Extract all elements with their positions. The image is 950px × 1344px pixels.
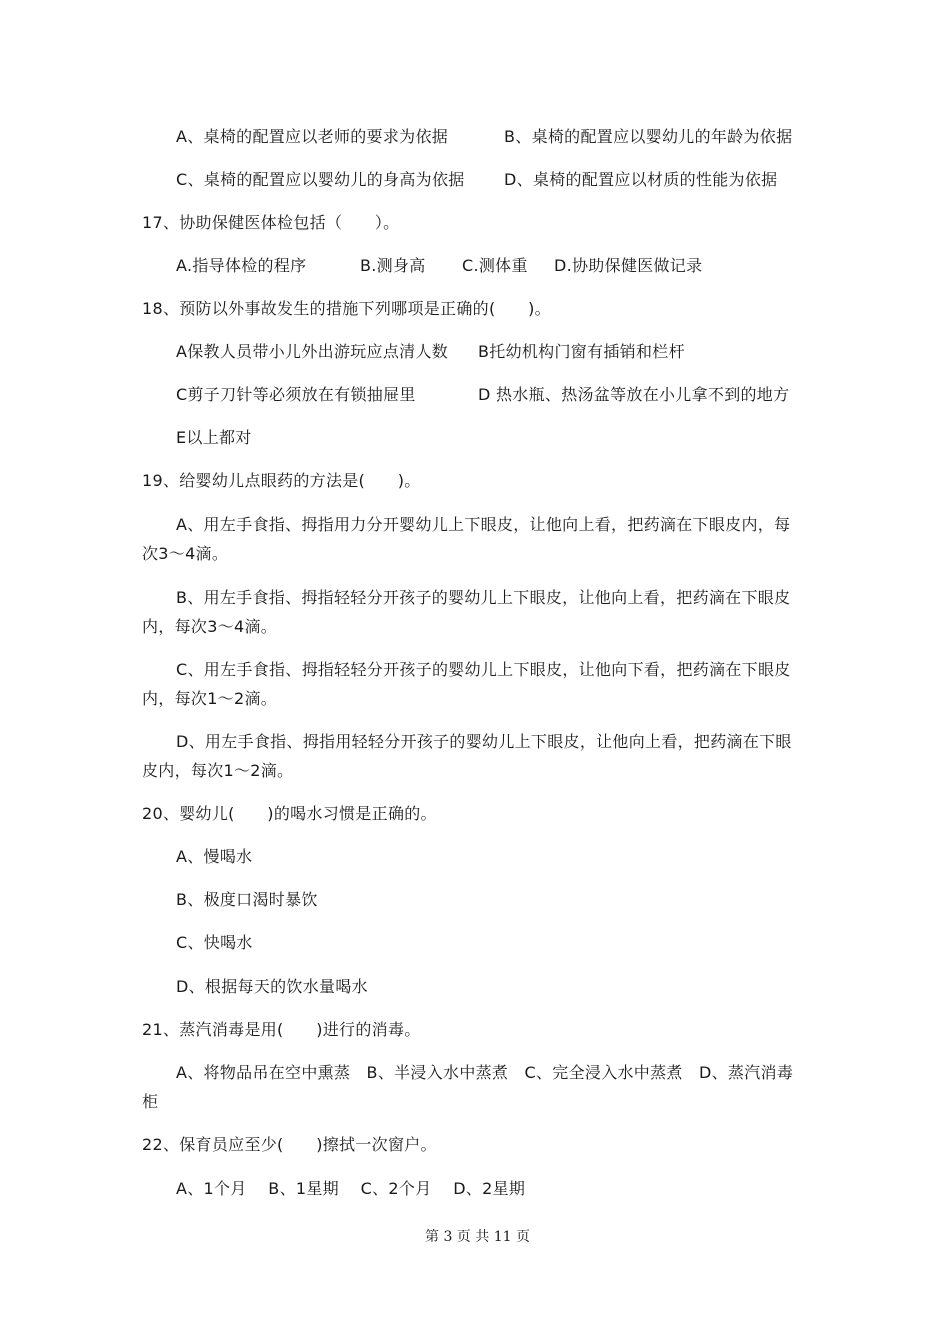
q20-stem: 20、婴幼儿( )的喝水习惯是正确的。 (142, 804, 437, 823)
q20-option-a: A、慢喝水 (176, 847, 253, 866)
q16-option-c: C、桌椅的配置应以婴幼儿的身高为依据 (176, 170, 465, 189)
q21-options-line2: 柜 (142, 1092, 159, 1111)
q18-option-d: D 热水瓶、热汤盆等放在小儿拿不到的地方 (478, 385, 790, 404)
q19-option-b-line1: B、用左手食指、拇指轻轻分开孩子的婴幼儿上下眼皮，让他向上看，把药滴在下眼皮 (176, 588, 791, 607)
q16-option-b: B、桌椅的配置应以婴幼儿的年龄为依据 (504, 127, 793, 146)
q19-option-b-line2: 内，每次3～4滴。 (142, 617, 278, 636)
q18-option-e: E以上都对 (176, 428, 252, 447)
q19-stem: 19、给婴幼儿点眼药的方法是( )。 (142, 471, 421, 490)
q18-option-a: A保教人员带小儿外出游玩应点清人数 (176, 342, 449, 361)
q21-stem: 21、蒸汽消毒是用( )进行的消毒。 (142, 1020, 421, 1039)
q18-stem: 18、预防以外事故发生的措施下列哪项是正确的( )。 (142, 299, 551, 318)
q19-option-a-line2: 次3～4滴。 (142, 544, 229, 563)
q22-options: A、1个月 B、1星期 C、2个月 D、2星期 (176, 1179, 526, 1198)
q17-stem: 17、协助保健医体检包括（ ）。 (142, 213, 400, 232)
q22-stem: 22、保育员应至少( )擦拭一次窗户。 (142, 1135, 437, 1154)
q21-options-line1: A、将物品吊在空中熏蒸 B、半浸入水中蒸煮 C、完全浸入水中蒸煮 D、蒸汽消毒 (176, 1063, 794, 1082)
q19-option-d-line1: D、用左手食指、拇指用轻轻分开孩子的婴幼儿上下眼皮，让他向上看，把药滴在下眼 (176, 732, 792, 751)
q17-option-a: A.指导体检的程序 (176, 256, 307, 275)
q16-option-d: D、桌椅的配置应以材质的性能为依据 (504, 170, 778, 189)
page-number-footer: 第 3 页 共 11 页 (425, 1229, 530, 1245)
q18-option-b: B托幼机构门窗有插销和栏杆 (478, 342, 685, 361)
q17-option-b: B.测身高 (360, 256, 426, 275)
q18-option-c: C剪子刀针等必须放在有锁抽屉里 (176, 385, 416, 404)
q20-option-c: C、快喝水 (176, 933, 253, 952)
q19-option-d-line2: 皮内，每次1～2滴。 (142, 761, 294, 780)
q20-option-b: B、极度口渴时暴饮 (176, 890, 318, 909)
q19-option-c-line1: C、用左手食指、拇指轻轻分开孩子的婴幼儿上下眼皮，让他向下看，把药滴在下眼皮 (176, 660, 791, 679)
q19-option-a-line1: A、用左手食指、拇指用力分开婴幼儿上下眼皮，让他向上看，把药滴在下眼皮内，每 (176, 515, 791, 534)
q17-option-c: C.测体重 (462, 256, 528, 275)
q16-option-a: A、桌椅的配置应以老师的要求为依据 (176, 127, 449, 146)
q20-option-d: D、根据每天的饮水量喝水 (176, 977, 368, 996)
q17-option-d: D.协助保健医做记录 (554, 256, 703, 275)
q19-option-c-line2: 内，每次1～2滴。 (142, 689, 278, 708)
